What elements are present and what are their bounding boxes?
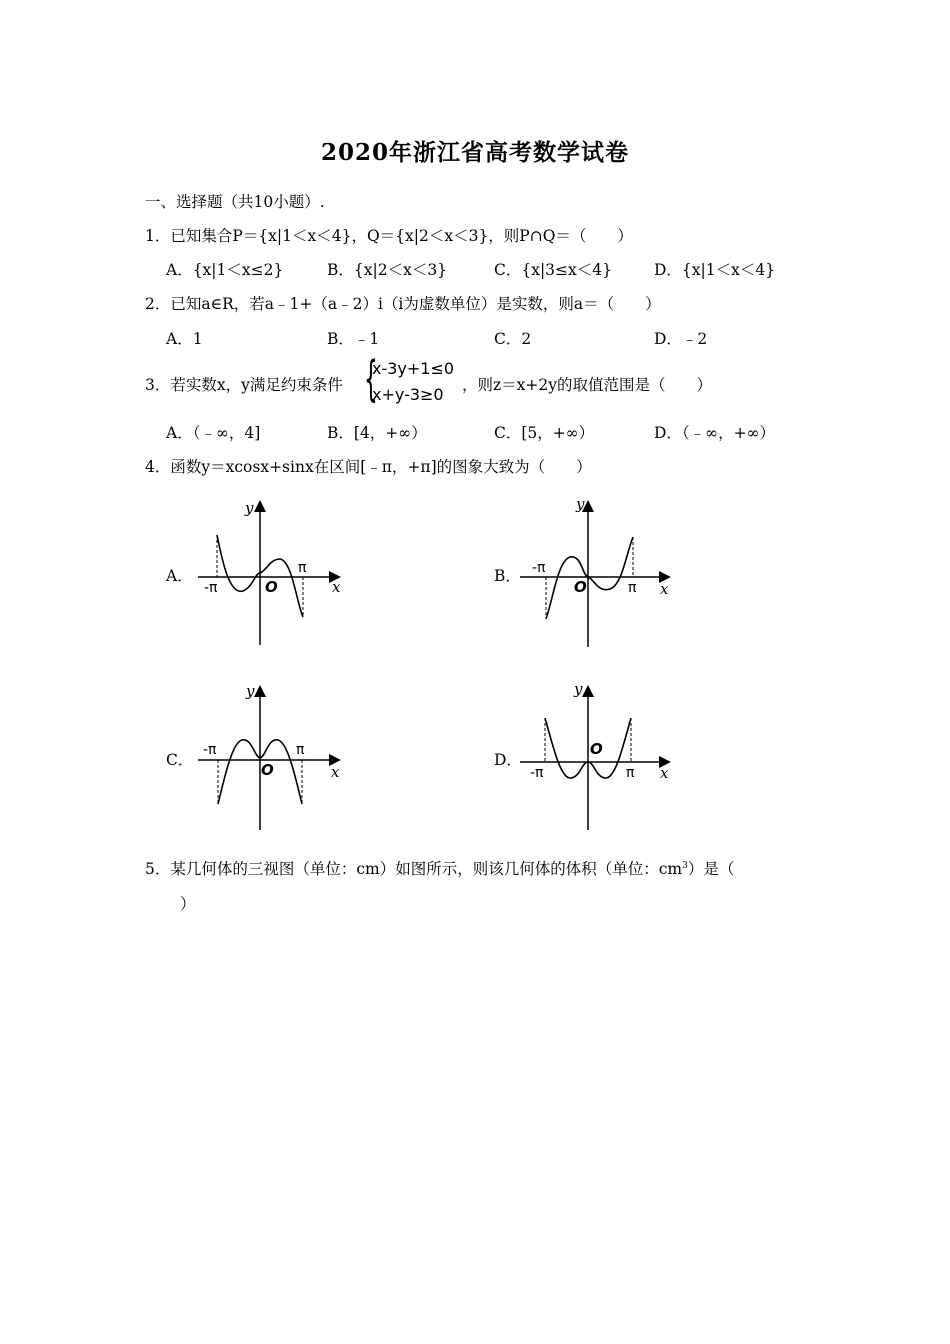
question-2-option-b[interactable]: B．﹣1 [327, 330, 380, 348]
question-2-option-c[interactable]: C．2 [494, 330, 532, 348]
question-4-option-d[interactable]: D． [494, 751, 522, 769]
constraint-system [364, 351, 464, 409]
pi-label: π [628, 580, 637, 596]
y-axis-label: y [246, 682, 255, 700]
page-title: 2020年浙江省高考数学试卷 [320, 139, 629, 166]
x-axis-label: x [332, 578, 341, 596]
x-axis-label: x [660, 580, 669, 598]
question-2-option-d[interactable]: D．﹣2 [654, 330, 708, 348]
graph-c [188, 680, 348, 835]
neg-pi-label: -π [532, 560, 546, 576]
origin-label: O [265, 578, 278, 596]
question-1-option-a[interactable]: A．{x|1＜x≤2} [166, 261, 284, 279]
question-3-option-d[interactable]: D．（﹣∞，+∞） [654, 424, 775, 442]
question-4-stem: 4．函数y＝xcosx+sinx在区间[﹣π，+π]的图象大致为（ ） [145, 458, 592, 476]
x-axis-label: x [331, 763, 340, 781]
pi-label: π [298, 560, 307, 576]
pi-label: π [296, 742, 305, 758]
origin-label: O [261, 761, 274, 779]
graph-a [188, 495, 348, 650]
question-1-option-d[interactable]: D．{x|1＜x＜4} [654, 261, 776, 279]
constraint-2: x+y-3≥0 [372, 385, 444, 404]
superscript-3: 3 [682, 860, 688, 871]
question-5-stem-pre: 5．某几何体的三视图（单位：cm）如图所示，则该几何体的体积（单位：cm [145, 860, 683, 878]
graph-d [510, 680, 670, 835]
neg-pi-label: -π [203, 742, 217, 758]
question-4-option-b[interactable]: B． [494, 567, 521, 585]
x-axis-label: x [660, 764, 669, 782]
origin-label: O [590, 740, 603, 758]
question-1-option-c[interactable]: C．{x|3≤x＜4} [494, 261, 612, 279]
question-3-option-c[interactable]: C．[5，+∞） [494, 424, 595, 442]
question-3-option-b[interactable]: B．[4，+∞） [327, 424, 427, 442]
graph-b [510, 495, 670, 650]
neg-pi-label: -π [530, 765, 544, 781]
question-3-stem-pre: 3．若实数x，y满足约束条件 [145, 376, 343, 394]
y-axis-label: y [574, 680, 583, 698]
question-3-option-a[interactable]: A．（﹣∞，4] [166, 424, 261, 442]
y-axis-label: y [245, 499, 254, 517]
question-2-stem: 2．已知a∈R，若a﹣1+（a﹣2）i（i为虚数单位）是实数，则a＝（ ） [145, 295, 661, 313]
origin-label: O [574, 578, 587, 596]
question-4-option-c[interactable]: C． [166, 751, 194, 769]
question-1-option-b[interactable]: B．{x|2＜x＜3} [327, 261, 448, 279]
question-2-option-a[interactable]: A．1 [166, 330, 203, 348]
question-5-stem [145, 857, 734, 879]
constraint-1: x-3y+1≤0 [372, 359, 455, 378]
brace-glyph: { [364, 351, 378, 407]
section-heading: 一、选择题（共10小题）. [145, 193, 325, 211]
question-3-stem-post: ，则z＝x+2y的取值范围是（ ） [462, 376, 713, 394]
question-4-option-a[interactable]: A． [166, 567, 193, 585]
neg-pi-label: -π [204, 580, 218, 596]
y-axis-label: y [576, 495, 585, 513]
question-5-stem-line2: ） [180, 895, 196, 913]
question-1-stem: 1．已知集合P＝{x|1＜x＜4}，Q＝{x|2＜x＜3}，则P∩Q＝（ ） [145, 227, 633, 245]
pi-label: π [626, 765, 635, 781]
question-5-stem-post: ）是（ [687, 860, 735, 878]
